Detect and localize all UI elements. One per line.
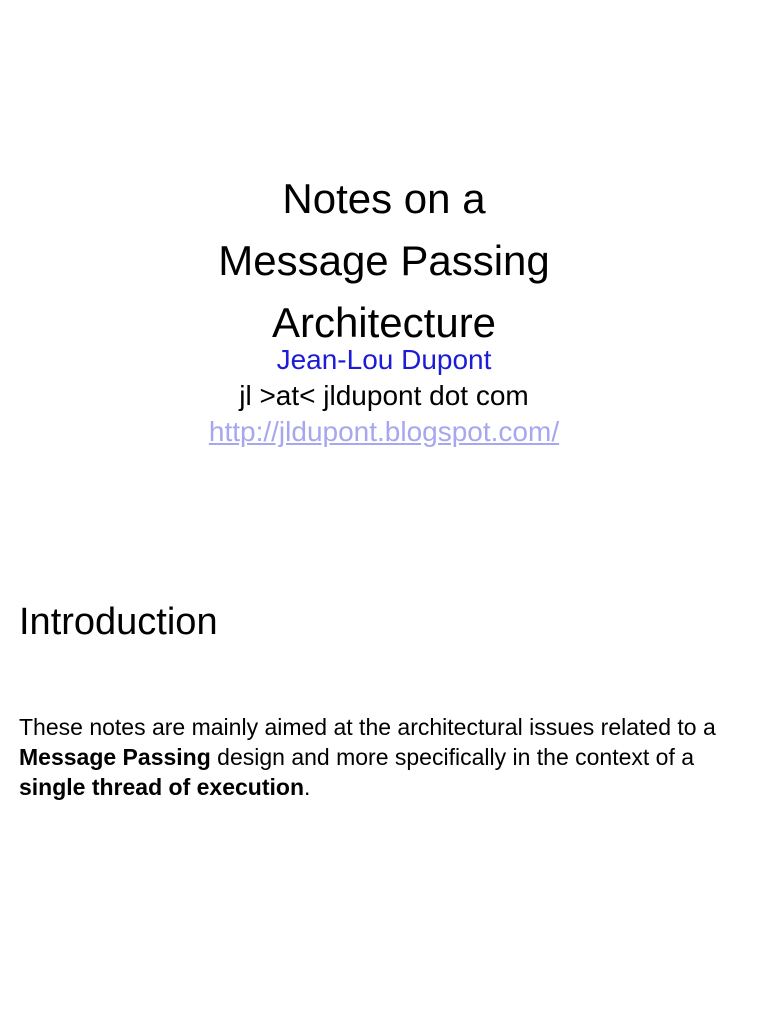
introduction-paragraph — [19, 712, 749, 802]
intro-bold-single-thread: single thread of execution — [19, 774, 304, 800]
title-line-3: Architecture — [271, 299, 497, 346]
title-block — [0, 168, 768, 354]
introduction-heading: Introduction — [19, 601, 218, 643]
intro-text-part-3: . — [304, 774, 311, 800]
author-name: Jean-Lou Dupont — [276, 344, 492, 375]
author-url-link[interactable]: http://jldupont.blogspot.com/ — [208, 416, 560, 447]
author-email: jl >at< jldupont dot com — [239, 380, 529, 411]
intro-bold-message-passing: Message Passing — [19, 744, 211, 770]
title-line-2: Message Passing — [218, 237, 550, 284]
author-block — [0, 342, 768, 450]
title-line-1: Notes on a — [282, 175, 486, 222]
intro-text-part-1: These notes are mainly aimed at the architectural issues related to a — [19, 714, 716, 740]
intro-text-part-2: design and more specifically in the context of a — [210, 744, 695, 770]
